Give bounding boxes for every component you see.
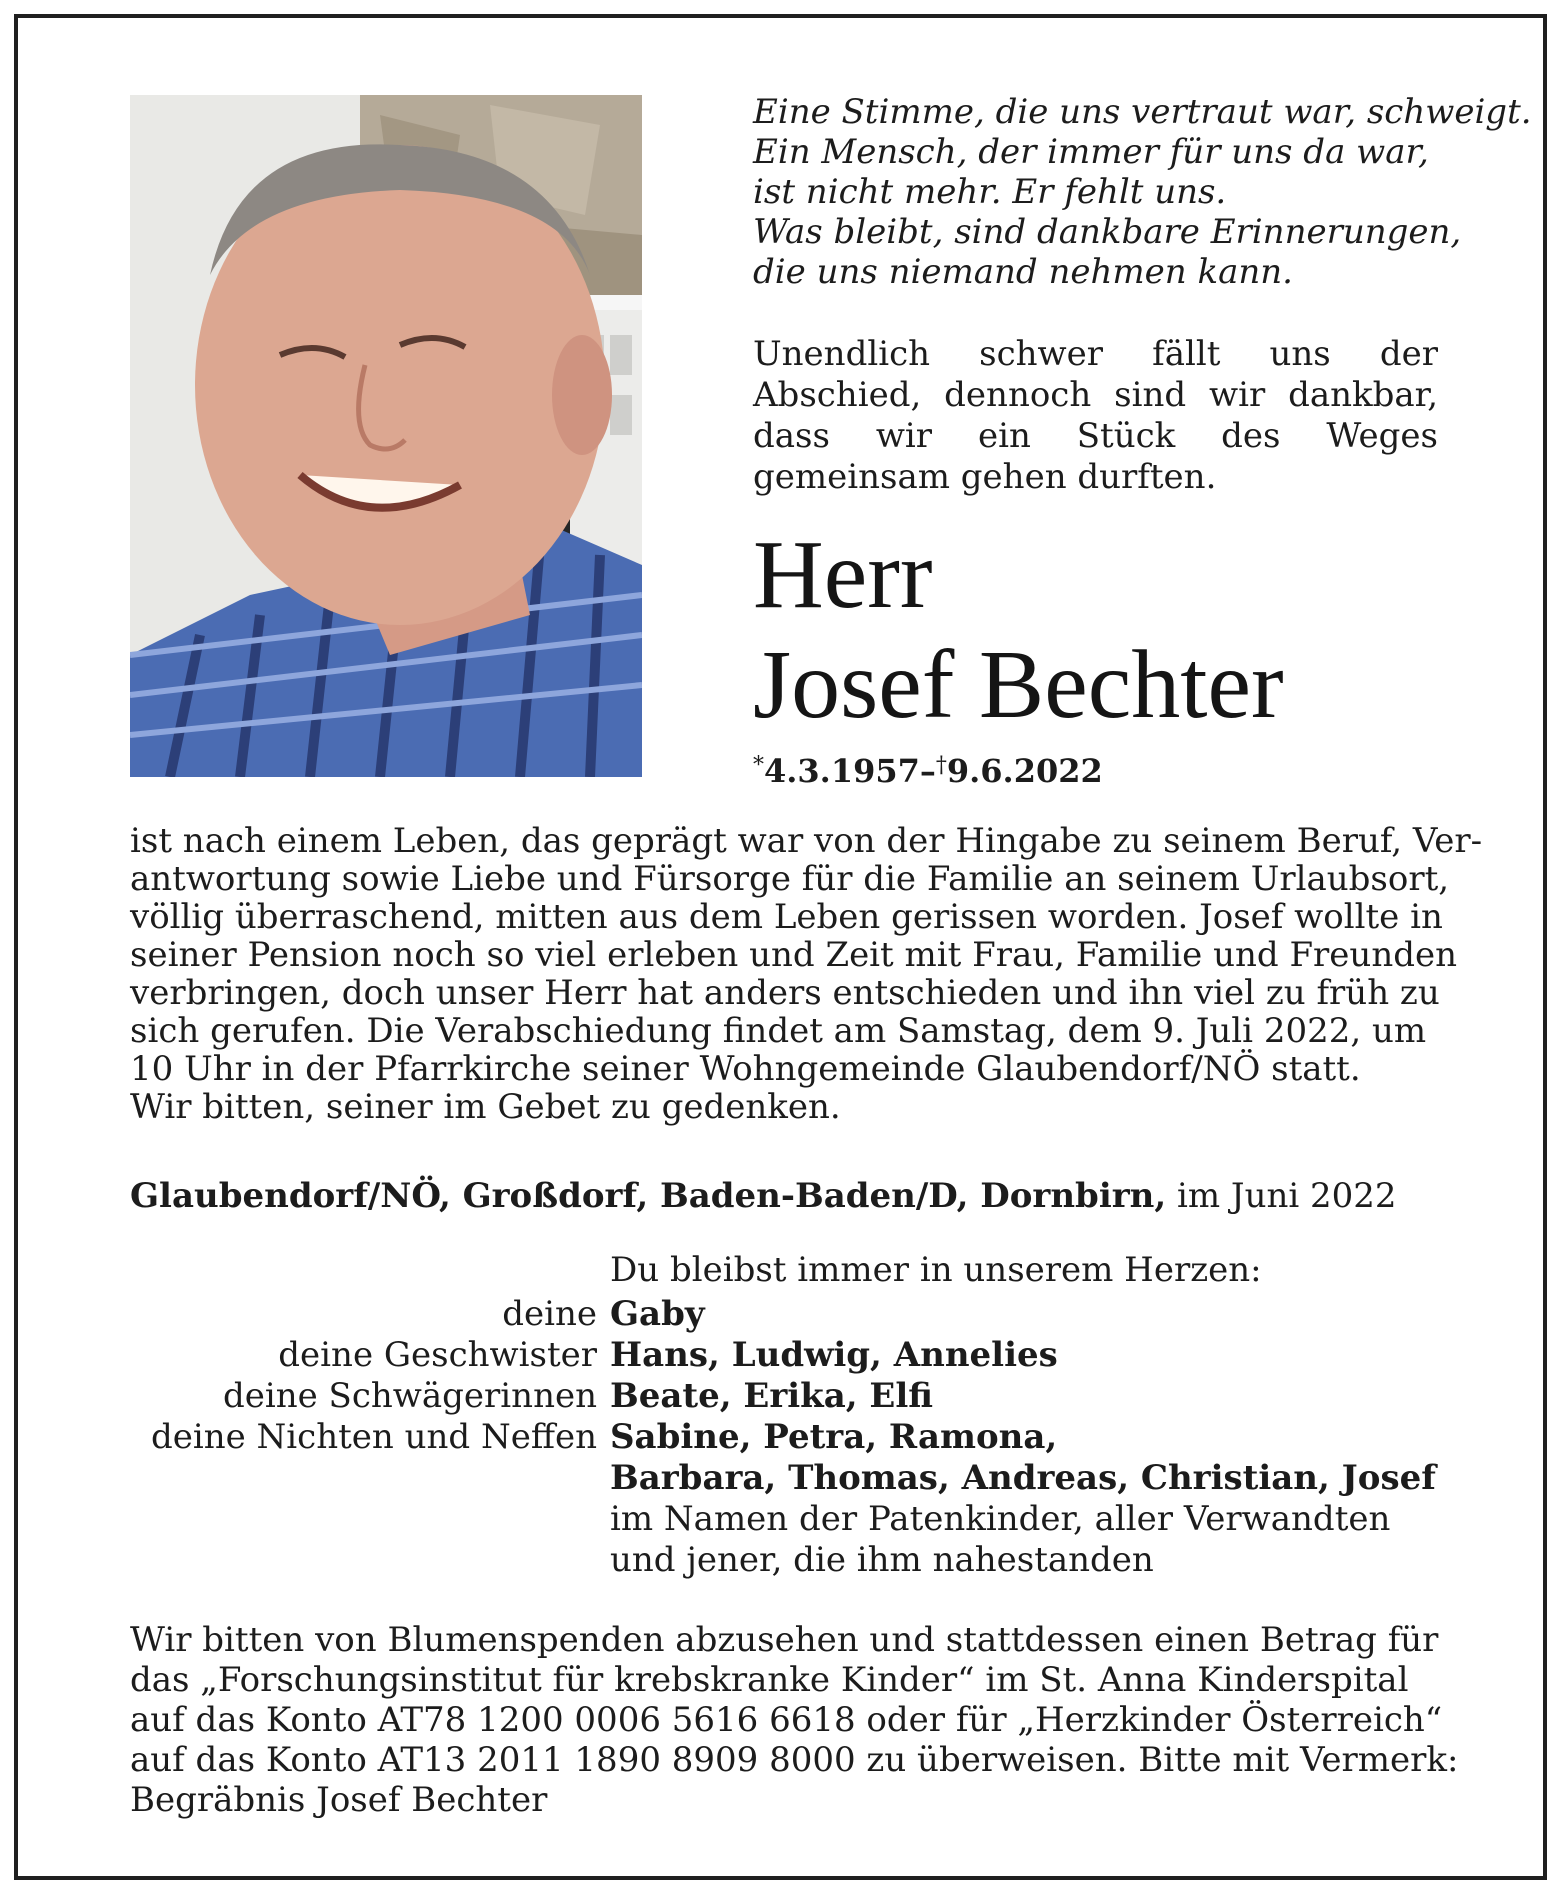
mourner-row bbox=[130, 1376, 1470, 1417]
intro-paragraph: Unendlich schwer fällt uns der Abschied, dennoch sind wir dankbar, dass wir ein Stück des Weges gemeinsam gehen durften. bbox=[753, 334, 1438, 497]
poem-line: Was bleibt, sind dankbare Erinnerungen, bbox=[753, 212, 1462, 252]
mourner-row bbox=[130, 1417, 1470, 1458]
birth-symbol: * bbox=[753, 753, 764, 778]
name-full: Josef Bechter bbox=[753, 631, 1284, 739]
poem-line: Ein Mensch, der immer für uns da war, bbox=[753, 132, 1429, 172]
places-and-date bbox=[130, 1176, 1397, 1216]
life-dates bbox=[753, 746, 1103, 791]
name-title: Herr bbox=[753, 521, 933, 629]
text-line: antwortung sowie Liebe und Fürsorge für die Familie an seinem Urlaubsort, bbox=[130, 859, 1450, 899]
mourner-role: deine bbox=[502, 1294, 597, 1334]
text-line: seiner Pension noch so viel erleben und Zeit mit Frau, Familie und Freunden bbox=[130, 935, 1457, 975]
memorial-poem bbox=[753, 92, 1532, 292]
donation-line: das „Forschungsinstitut für krebskranke Kinder“ im St. Anna Kinderspital bbox=[130, 1660, 1409, 1700]
mourner-names: Barbara, Thomas, Andreas, Christian, Josef bbox=[610, 1458, 1436, 1498]
portrait-image bbox=[130, 95, 642, 777]
mourner-names: Gaby bbox=[610, 1294, 705, 1334]
mourner-names: Beate, Erika, Elfi bbox=[610, 1376, 933, 1416]
death-date: 9.6.2022 bbox=[946, 752, 1103, 790]
mourner-role: deine Geschwister bbox=[278, 1335, 597, 1375]
date-dash: – bbox=[919, 752, 936, 790]
heart-line: Du bleibst immer in unserem Herzen: bbox=[610, 1250, 1262, 1290]
mourners-list bbox=[130, 1294, 1470, 1581]
donation-note bbox=[130, 1620, 1459, 1820]
text-line: ist nach einem Leben, das geprägt war von der Hingabe zu seinem Beruf, Ver- bbox=[130, 821, 1483, 861]
poem-line: ist nicht mehr. Er fehlt uns. bbox=[753, 172, 1227, 212]
mourner-role: deine Nichten und Neffen bbox=[150, 1417, 597, 1457]
mourner-role: deine Schwägerinnen bbox=[222, 1376, 597, 1416]
text-line: 10 Uhr in der Pfarrkirche seiner Wohngemeinde Glaubendorf/NÖ statt. bbox=[130, 1049, 1361, 1089]
mourner-note: im Namen der Patenkinder, aller Verwandten bbox=[610, 1499, 1391, 1539]
death-symbol: † bbox=[935, 753, 947, 778]
mourner-note-row bbox=[130, 1540, 1470, 1581]
mourner-names: Hans, Ludwig, Annelies bbox=[610, 1335, 1058, 1375]
text-line: völlig überraschend, mitten aus dem Leben gerissen worden. Josef wollte in bbox=[130, 897, 1443, 937]
portrait-photo bbox=[130, 95, 642, 777]
text-line: sich gerufen. Die Verabschiedung findet am Samstag, dem 9. Juli 2022, um bbox=[130, 1011, 1427, 1051]
mourner-note: und jener, die ihm nahestanden bbox=[610, 1540, 1154, 1580]
text-line: verbringen, doch unser Herr hat anders entschieden und ihn viel zu früh zu bbox=[130, 973, 1440, 1013]
mourner-row bbox=[130, 1294, 1470, 1335]
poem-line: die uns niemand nehmen kann. bbox=[753, 252, 1293, 292]
mourner-names: Sabine, Petra, Ramona, bbox=[610, 1417, 1058, 1457]
mourner-note-row bbox=[130, 1499, 1470, 1540]
donation-line: auf das Konto AT78 1200 0006 5616 6618 oder für „Herzkinder Österreich“ bbox=[130, 1700, 1443, 1740]
mourner-row bbox=[130, 1335, 1470, 1376]
notice-date: im Juni 2022 bbox=[1166, 1176, 1397, 1216]
donation-line: auf das Konto AT13 2011 1890 8909 8000 zu überweisen. Bitte mit Vermerk: bbox=[130, 1740, 1459, 1780]
mourner-role bbox=[130, 1458, 610, 1499]
poem-line: Eine Stimme, die uns vertraut war, schweigt. bbox=[753, 92, 1532, 132]
donation-line: Wir bitten von Blumenspenden abzusehen und stattdessen einen Betrag für bbox=[130, 1620, 1439, 1660]
places-list: Glaubendorf/NÖ, Großdorf, Baden-Baden/D, Dornbirn, bbox=[130, 1176, 1167, 1216]
birth-date: 4.3.1957 bbox=[764, 752, 920, 790]
deceased-name bbox=[753, 520, 1284, 740]
text-line: Wir bitten, seiner im Gebet zu gedenken. bbox=[130, 1087, 841, 1127]
donation-line: Begräbnis Josef Bechter bbox=[130, 1780, 548, 1820]
obituary-text bbox=[130, 821, 1483, 1127]
mourner-row bbox=[130, 1458, 1470, 1499]
